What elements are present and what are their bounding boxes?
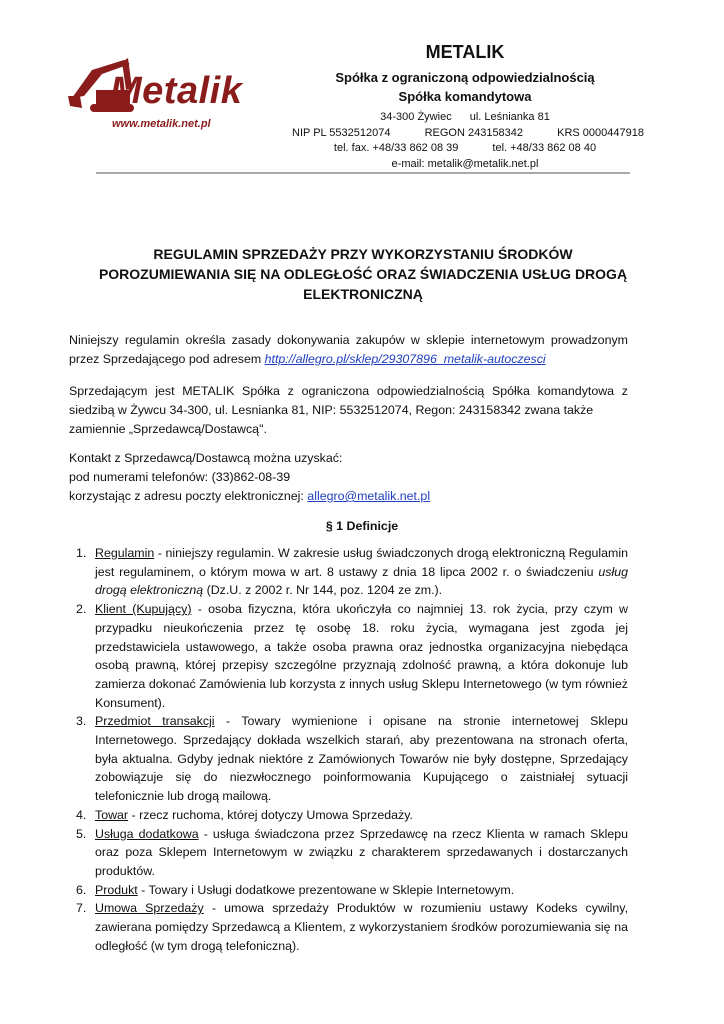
- definition-text: - Towary i Usługi dodatkowe prezentowane w Sklepie Internetowym.: [137, 882, 515, 897]
- definition-text: - osoba fizyczna, która ukończyła co najmniej 13. rok życia, przy czym w przypadku nieukończenia przez tę osobę 18. roku życia, wymagana jest zgoda jej przedstawiciela ustawowego, a także osoba prawna oraz jednostka organizacyjna niebędąca osobą prawną, której przepisy szczególne przyznają zdolność prawną, a która dokonuje lub zamierza dokonać Zamówienia lub korzysta z innych usług Sklepu Internetowego (w tym również Konsument).: [95, 602, 628, 710]
- definition-term: Umowa Sprzedaży: [95, 901, 204, 916]
- company-email: e-mail: metalik@metalik.net.pl: [391, 157, 539, 170]
- phone-number: tel. +48/33 862 08 40: [492, 142, 597, 155]
- logo-wordmark: Metalik: [110, 70, 243, 112]
- definition-text: - usługa świadczona przez Sprzedawcę na rzecz Klienta w ramach Sklepu oraz poza Sklepem Internetowym w związku z charakterem sprzedawanych i dostarczanych produktów.: [95, 826, 628, 878]
- intro-paragraph: [69, 331, 628, 369]
- company-phones: [280, 141, 650, 157]
- seller-text: Sprzedającym jest METALIK Spółka z ograniczona odpowiedzialnością Spółka komandytowa z siedzibą w Żywcu 34-300, ul. Lesnianka 81, NIP: 5532512074, Regon: 243158342 zwana także: [69, 384, 628, 417]
- definition-term: Klient (Kupujący): [95, 602, 192, 617]
- document-title: [70, 244, 656, 304]
- list-item: [69, 899, 628, 955]
- contact-line-2: pod numerami telefonów: (33)862-08-39: [69, 470, 291, 484]
- definition-term: Regulamin: [95, 546, 155, 560]
- header-divider: [96, 172, 630, 174]
- seller-paragraph: [69, 382, 628, 439]
- title-line-3: ELEKTRONICZNĄ: [303, 286, 423, 302]
- address-street: ul. Leśnianka 81: [469, 111, 550, 123]
- company-type-2: Spółka komandytowa: [398, 89, 532, 104]
- definition-text: - Towary wymienione i opisane na stronie internetowej Sklepu Internetowego. Sprzedający dokłada wszelkich starań, aby prezentowana na stronach oferta, była aktualna. Gdyby jednak niektóre z Zamówionych Towarów nie były dostępne, Sprzedający zobowiązuje się do niezwłocznego poinformowania Kupującego o zaistniałej sytuacji telefonicznie lub drogą mailową.: [95, 714, 628, 804]
- logo-url: www.metalik.net.pl: [112, 118, 211, 130]
- list-item: [69, 806, 628, 825]
- item-number: 6.: [76, 882, 87, 897]
- contact-line-3: [69, 487, 628, 506]
- title-line-2: POROZUMIEWANIA SIĘ NA ODLEGŁOŚĆ ORAZ ŚWIADCZENIA USŁUG DROGĄ: [98, 266, 628, 282]
- company-logo: [66, 52, 266, 132]
- nip-number: NIP PL 5532512074: [292, 126, 391, 139]
- company-type-1: Spółka z ograniczoną odpowiedzialnością: [335, 70, 595, 85]
- contact-email-link[interactable]: allegro@metalik.net.pl: [307, 489, 431, 503]
- krs-number: KRS 0000447918: [557, 126, 644, 139]
- list-item: [69, 881, 628, 900]
- definition-text: - rzecz ruchoma, której dotyczy Umowa Sprzedaży.: [128, 807, 413, 822]
- item-number: 3.: [76, 714, 87, 729]
- shop-link[interactable]: http://allegro.pl/sklep/29307896_metalik-autoczesci: [264, 352, 546, 366]
- definition-term: Przedmiot transakcji: [95, 714, 215, 729]
- list-item: [69, 712, 628, 806]
- definition-text: - niniejszy regulamin. W zakresie usług świadczonych drogą elektroniczną Regulamin jest regulaminem, o którym mowa w art. 8 ustawy z dnia 18 lipca 2002 r. o świadczeniu: [95, 546, 628, 579]
- definition-tail: (Dz.U. z 2002 r. Nr 144, poz. 1204 ze zm.).: [203, 583, 443, 598]
- item-number: 2.: [76, 602, 87, 617]
- fax-number: tel. fax. +48/33 862 08 39: [333, 142, 459, 155]
- list-item: [69, 825, 628, 881]
- company-info: [280, 40, 650, 172]
- definition-term: Produkt: [95, 882, 138, 897]
- company-name: METALIK: [425, 42, 505, 62]
- company-address: [280, 110, 650, 126]
- intro-text: Niniejszy regulamin określa zasady dokonywania zakupów w sklepie internetowym prowadzonym przez Sprzedającego pod adresem: [69, 333, 628, 366]
- definition-term: Towar: [95, 807, 129, 822]
- company-email-row: [280, 157, 650, 173]
- contact-email-label: korzystając z adresu poczty elektronicznej:: [69, 489, 304, 503]
- list-item: [69, 600, 628, 712]
- item-number: 5.: [76, 826, 87, 841]
- item-number: 7.: [76, 901, 87, 916]
- list-item: [69, 544, 628, 600]
- item-number: 1.: [76, 546, 87, 560]
- address-postal: 34-300 Żywiec: [380, 111, 452, 123]
- definition-term: Usługa dodatkowa: [95, 826, 199, 841]
- contact-paragraph: [69, 449, 628, 506]
- title-line-1: REGULAMIN SPRZEDAŻY PRZY WYKORZYSTANIU ŚRODKÓW: [153, 246, 573, 262]
- regon-number: REGON 243158342: [424, 126, 524, 139]
- definition-text: - umowa sprzedaży Produktów w rozumieniu ustawy Kodeks cywilny, zawierana pomiędzy Sprzedawcą a Klientem, z wykorzystaniem środków porozumiewania się na odległość (w tym drogą telefoniczną).: [95, 901, 629, 953]
- seller-text-last: zamiennie „Sprzedawcą/Dostawcą".: [69, 422, 267, 436]
- item-number: 4.: [76, 807, 87, 822]
- company-registry: [280, 126, 650, 142]
- contact-line-1: Kontakt z Sprzedawcą/Dostawcą można uzyskać:: [69, 451, 343, 465]
- definition-italic: usług drogą elektroniczną: [95, 564, 628, 598]
- definitions-list: [69, 544, 628, 955]
- section-heading: § 1 Definicje: [325, 519, 399, 533]
